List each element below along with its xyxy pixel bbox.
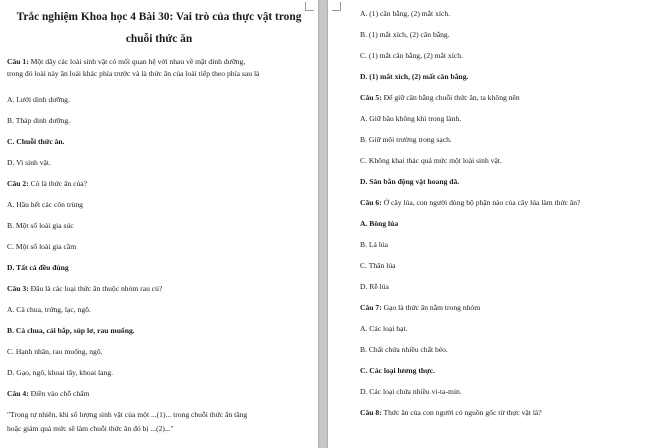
question-7 [360,302,642,398]
answer-d: D. Gạo, ngô, khoai tây, khoai lang. [7,368,114,377]
question-text: Một dãy các loài sinh vật có mối quan hệ với nhau về mặt dinh dưỡng, [28,57,246,66]
answer-a: A. Cà chua, trứng, lạc, ngô. [7,305,91,314]
answer-a: A. Giữ bầu không khí trong lành. [360,114,462,123]
answer-d-correct: D. Tất cả đều đúng [7,263,69,272]
answer-c-correct: C. Các loại lương thực. [360,366,435,375]
question-text: Ở cây lúa, con người dùng bộ phận nào của cây lúa làm thức ăn? [381,198,581,207]
answer-b: B. Giữ môi trường trong sạch. [360,135,452,144]
answer-b-correct: B. Cà chua, cải bắp, súp lơ, rau muống. [7,326,135,335]
question-text: Để giữ cân bằng chuỗi thức ăn, ta không nên [381,93,520,102]
answer-b: B. Chất chứa nhiều chất béo. [360,345,448,354]
question-text: Gạo là thức ăn nằm trong nhóm [381,303,481,312]
document-page-right [328,0,650,448]
title-line-1: Trắc nghiệm Khoa học 4 Bài 30: Vai trò của thực vật trong [16,11,302,23]
quote-line-2: hoặc giảm quá mức sẽ làm chuỗi thức ăn đó bị ...(2)..." [7,424,174,433]
answer-a: A. Các loại hạt. [360,324,408,333]
question-number: Câu 1: [7,57,29,66]
question-5 [360,92,642,188]
question-2 [7,178,311,274]
answer-a: A. Lưới dinh dưỡng. [7,95,70,104]
question-6 [360,197,642,293]
quote-line-1: "Trong tự nhiên, khi số lượng sinh vật của một ...(1)... trong chuỗi thức ăn tăng [7,410,248,419]
page-content [7,6,311,435]
document-page-left [0,0,318,448]
answer-d: D. Vi sinh vật. [7,158,51,167]
question-text-cont: trong đó loài này ăn loài khác phía trước và là thức ăn của loài tiếp theo phía sau là [7,69,260,78]
title-line-2: chuỗi thức ăn [125,33,193,45]
answer-b: B. Tháp dinh dưỡng. [7,116,71,125]
answer-c: C. Một số loài gia cầm [7,242,77,251]
page-content [360,8,642,419]
page-corner-mark [332,2,341,11]
answer-c-correct: C. Chuỗi thức ăn. [7,137,65,146]
question-text: Cỏ là thức ăn của? [28,179,88,188]
answer-c: C. (1) mắt cân bằng, (2) mắt xích. [360,51,463,60]
question-4 [7,388,311,435]
answer-a: A. (1) cân bằng, (2) mắt xích. [360,9,451,18]
answer-b: B. (1) mắt xích, (2) cân bằng. [360,30,450,39]
question-number: Câu 5: [360,93,382,102]
question-1 [7,56,311,169]
answer-d-correct: D. (1) mắt xích, (2) mất cân bằng. [360,72,469,81]
question-text: Đâu là các loại thức ăn thuộc nhóm rau củ? [28,284,163,293]
question-number: Câu 8: [360,408,382,417]
document-title [7,6,311,50]
answer-a: A. Hầu hết các côn trùng [7,200,83,209]
answer-d-correct: D. Săn bắn động vật hoang dã. [360,177,460,186]
question-number: Câu 7: [360,303,382,312]
answer-c: C. Không khai thác quá mức một loài sinh vật. [360,156,502,165]
answer-a-correct: A. Bông lúa [360,219,399,228]
question-number: Câu 2: [7,179,29,188]
answer-c: C. Thân lúa [360,261,396,270]
question-number: Câu 3: [7,284,29,293]
question-text: Thức ăn của con người có nguồn gốc từ thực vật là? [381,408,542,417]
question-8 [360,407,642,419]
question-text: Điền vào chỗ chấm [28,389,90,398]
question-3 [7,283,311,379]
answer-b: B. Một số loài gia súc [7,221,74,230]
question-4-answers [360,8,642,83]
answer-d: D. Rễ lúa [360,282,389,291]
answer-b: B. Lá lúa [360,240,389,249]
question-number: Câu 6: [360,198,382,207]
question-number: Câu 4: [7,389,29,398]
answer-d: D. Các loại chứa nhiều vi-ta-min. [360,387,462,396]
answer-c: C. Hạnh nhân, rau muống, ngô. [7,347,103,356]
